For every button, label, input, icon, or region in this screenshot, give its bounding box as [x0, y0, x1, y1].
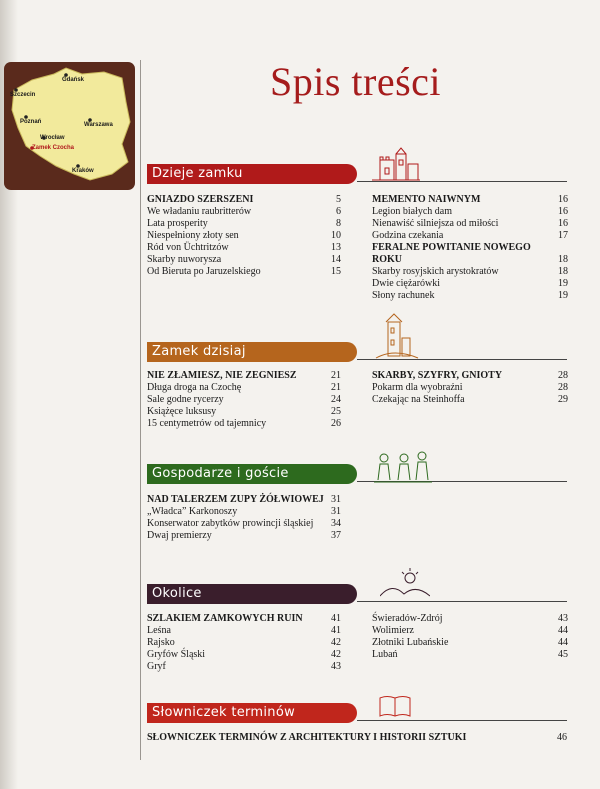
book-illustration-icon [378, 694, 412, 718]
toc-entry[interactable]: GNIAZDO SZERSZENI 5 [147, 194, 341, 205]
section-header-gospodarze-i-goscie [147, 464, 567, 484]
toc-entry[interactable]: Konserwator zabytków prowincji śląskiej 34 [147, 518, 341, 529]
toc-entry[interactable]: Świeradów-Zdrój 43 [372, 613, 568, 624]
page-title: Spis treści [270, 59, 442, 104]
section-title: Zamek dzisiaj [147, 342, 357, 362]
toc-entry[interactable]: Od Bieruta po Jaruzelskiego 15 [147, 266, 341, 277]
city-label-wroclaw: Wrocław [40, 135, 65, 141]
city-label-zamek-czocha: Zamek Czocha [32, 145, 75, 151]
city-label-szczecin: Szczecin [10, 92, 36, 98]
section-header-slowniczek [147, 703, 567, 723]
city-label-warszawa: Warszawa [84, 122, 113, 128]
toc-entry[interactable]: Dwie ciężarówki 19 [372, 278, 568, 289]
section-2-right-column [372, 370, 568, 406]
city-label-krakow: Kraków [72, 168, 94, 174]
section-1-right-column [372, 194, 568, 302]
toc-entry[interactable]: Rajsko 42 [147, 637, 341, 648]
poland-map [4, 62, 135, 190]
section-3-left-column [147, 494, 341, 542]
toc-entry[interactable]: Dwaj premierzy 37 [147, 530, 341, 541]
castle-illustration-icon [372, 146, 420, 182]
tower-illustration-icon [374, 312, 420, 360]
toc-entry[interactable]: NIE ZŁAMIESZ, NIE ZEGNIESZ 21 [147, 370, 341, 381]
section-header-zamek-dzisiaj [147, 342, 567, 362]
toc-entry[interactable]: Leśna 41 [147, 625, 341, 636]
toc-entry[interactable]: Słony rachunek 19 [372, 290, 568, 301]
toc-entry[interactable]: Skarby nuworysza 14 [147, 254, 341, 265]
toc-entry[interactable]: Godzina czekania 17 [372, 230, 568, 241]
toc-entry[interactable]: NAD TALERZEM ZUPY ŻÓŁWIOWEJ 31 [147, 494, 341, 505]
toc-entry[interactable]: Lubań 45 [372, 649, 568, 660]
section-title: Słowniczek terminów [147, 703, 357, 723]
section-title: Dzieje zamku [147, 164, 357, 184]
section-rule [357, 720, 567, 721]
toc-entry[interactable]: Gryf 43 [147, 661, 341, 672]
city-label-poznan: Poznań [20, 119, 42, 125]
toc-entry[interactable]: Lata prosperity 8 [147, 218, 341, 229]
city-label-gdansk: Gdańsk [62, 77, 85, 83]
toc-entry[interactable]: Skarby rosyjskich arystokratów 18 [372, 266, 568, 277]
section-rule [357, 601, 567, 602]
section-4-left-column [147, 613, 341, 673]
section-1-left-column [147, 194, 341, 278]
toc-entry[interactable]: SZLAKIEM ZAMKOWYCH RUIN 41 [147, 613, 341, 624]
toc-entry[interactable]: Legion białych dam 16 [372, 206, 568, 217]
toc-entry[interactable]: Niespełniony złoty sen 10 [147, 230, 341, 241]
section-2-left-column [147, 370, 341, 430]
toc-entry[interactable]: Gryfów Śląski 42 [147, 649, 341, 660]
toc-entry[interactable]: We władaniu raubritterów 6 [147, 206, 341, 217]
toc-entry-glossary[interactable]: SŁOWNICZEK TERMINÓW Z ARCHITEKTURY I HISTORII SZTUKI 46 [147, 732, 567, 743]
toc-entry[interactable]: Złotniki Lubańskie 44 [372, 637, 568, 648]
toc-entry[interactable]: MEMENTO NAIWNYM 16 [372, 194, 568, 205]
section-title: Gospodarze i goście [147, 464, 357, 484]
section-title: Okolice [147, 584, 357, 604]
toc-entry[interactable]: Ród von Üchtritzów 13 [147, 242, 341, 253]
toc-entry[interactable]: Książęce luksusy 25 [147, 406, 341, 417]
section-header-dzieje-zamku [147, 164, 567, 184]
toc-entry[interactable]: Sale godne rycerzy 24 [147, 394, 341, 405]
toc-entry[interactable]: FERALNE POWITANIE NOWEGO ROKU 18 [372, 242, 568, 265]
toc-entry[interactable]: Czekając na Steinhoffa 29 [372, 394, 568, 405]
section-header-okolice [147, 584, 567, 604]
toc-entry[interactable]: Pokarm dla wyobraźni 28 [372, 382, 568, 393]
toc-entry[interactable]: SKARBY, SZYFRY, GNIOTY 28 [372, 370, 568, 381]
section-4-right-column [372, 613, 568, 661]
toc-entry[interactable]: 15 centymetrów od tajemnicy 26 [147, 418, 341, 429]
toc-entry[interactable]: „Władca” Karkonoszy 31 [147, 506, 341, 517]
landscape-illustration-icon [380, 566, 430, 600]
toc-entry[interactable]: Nienawiść silniejsza od miłości 16 [372, 218, 568, 229]
toc-entry[interactable]: Długa droga na Czochę 21 [147, 382, 341, 393]
margin-rule [140, 60, 141, 760]
toc-entry[interactable]: Wolimierz 44 [372, 625, 568, 636]
figures-illustration-icon [374, 450, 432, 484]
